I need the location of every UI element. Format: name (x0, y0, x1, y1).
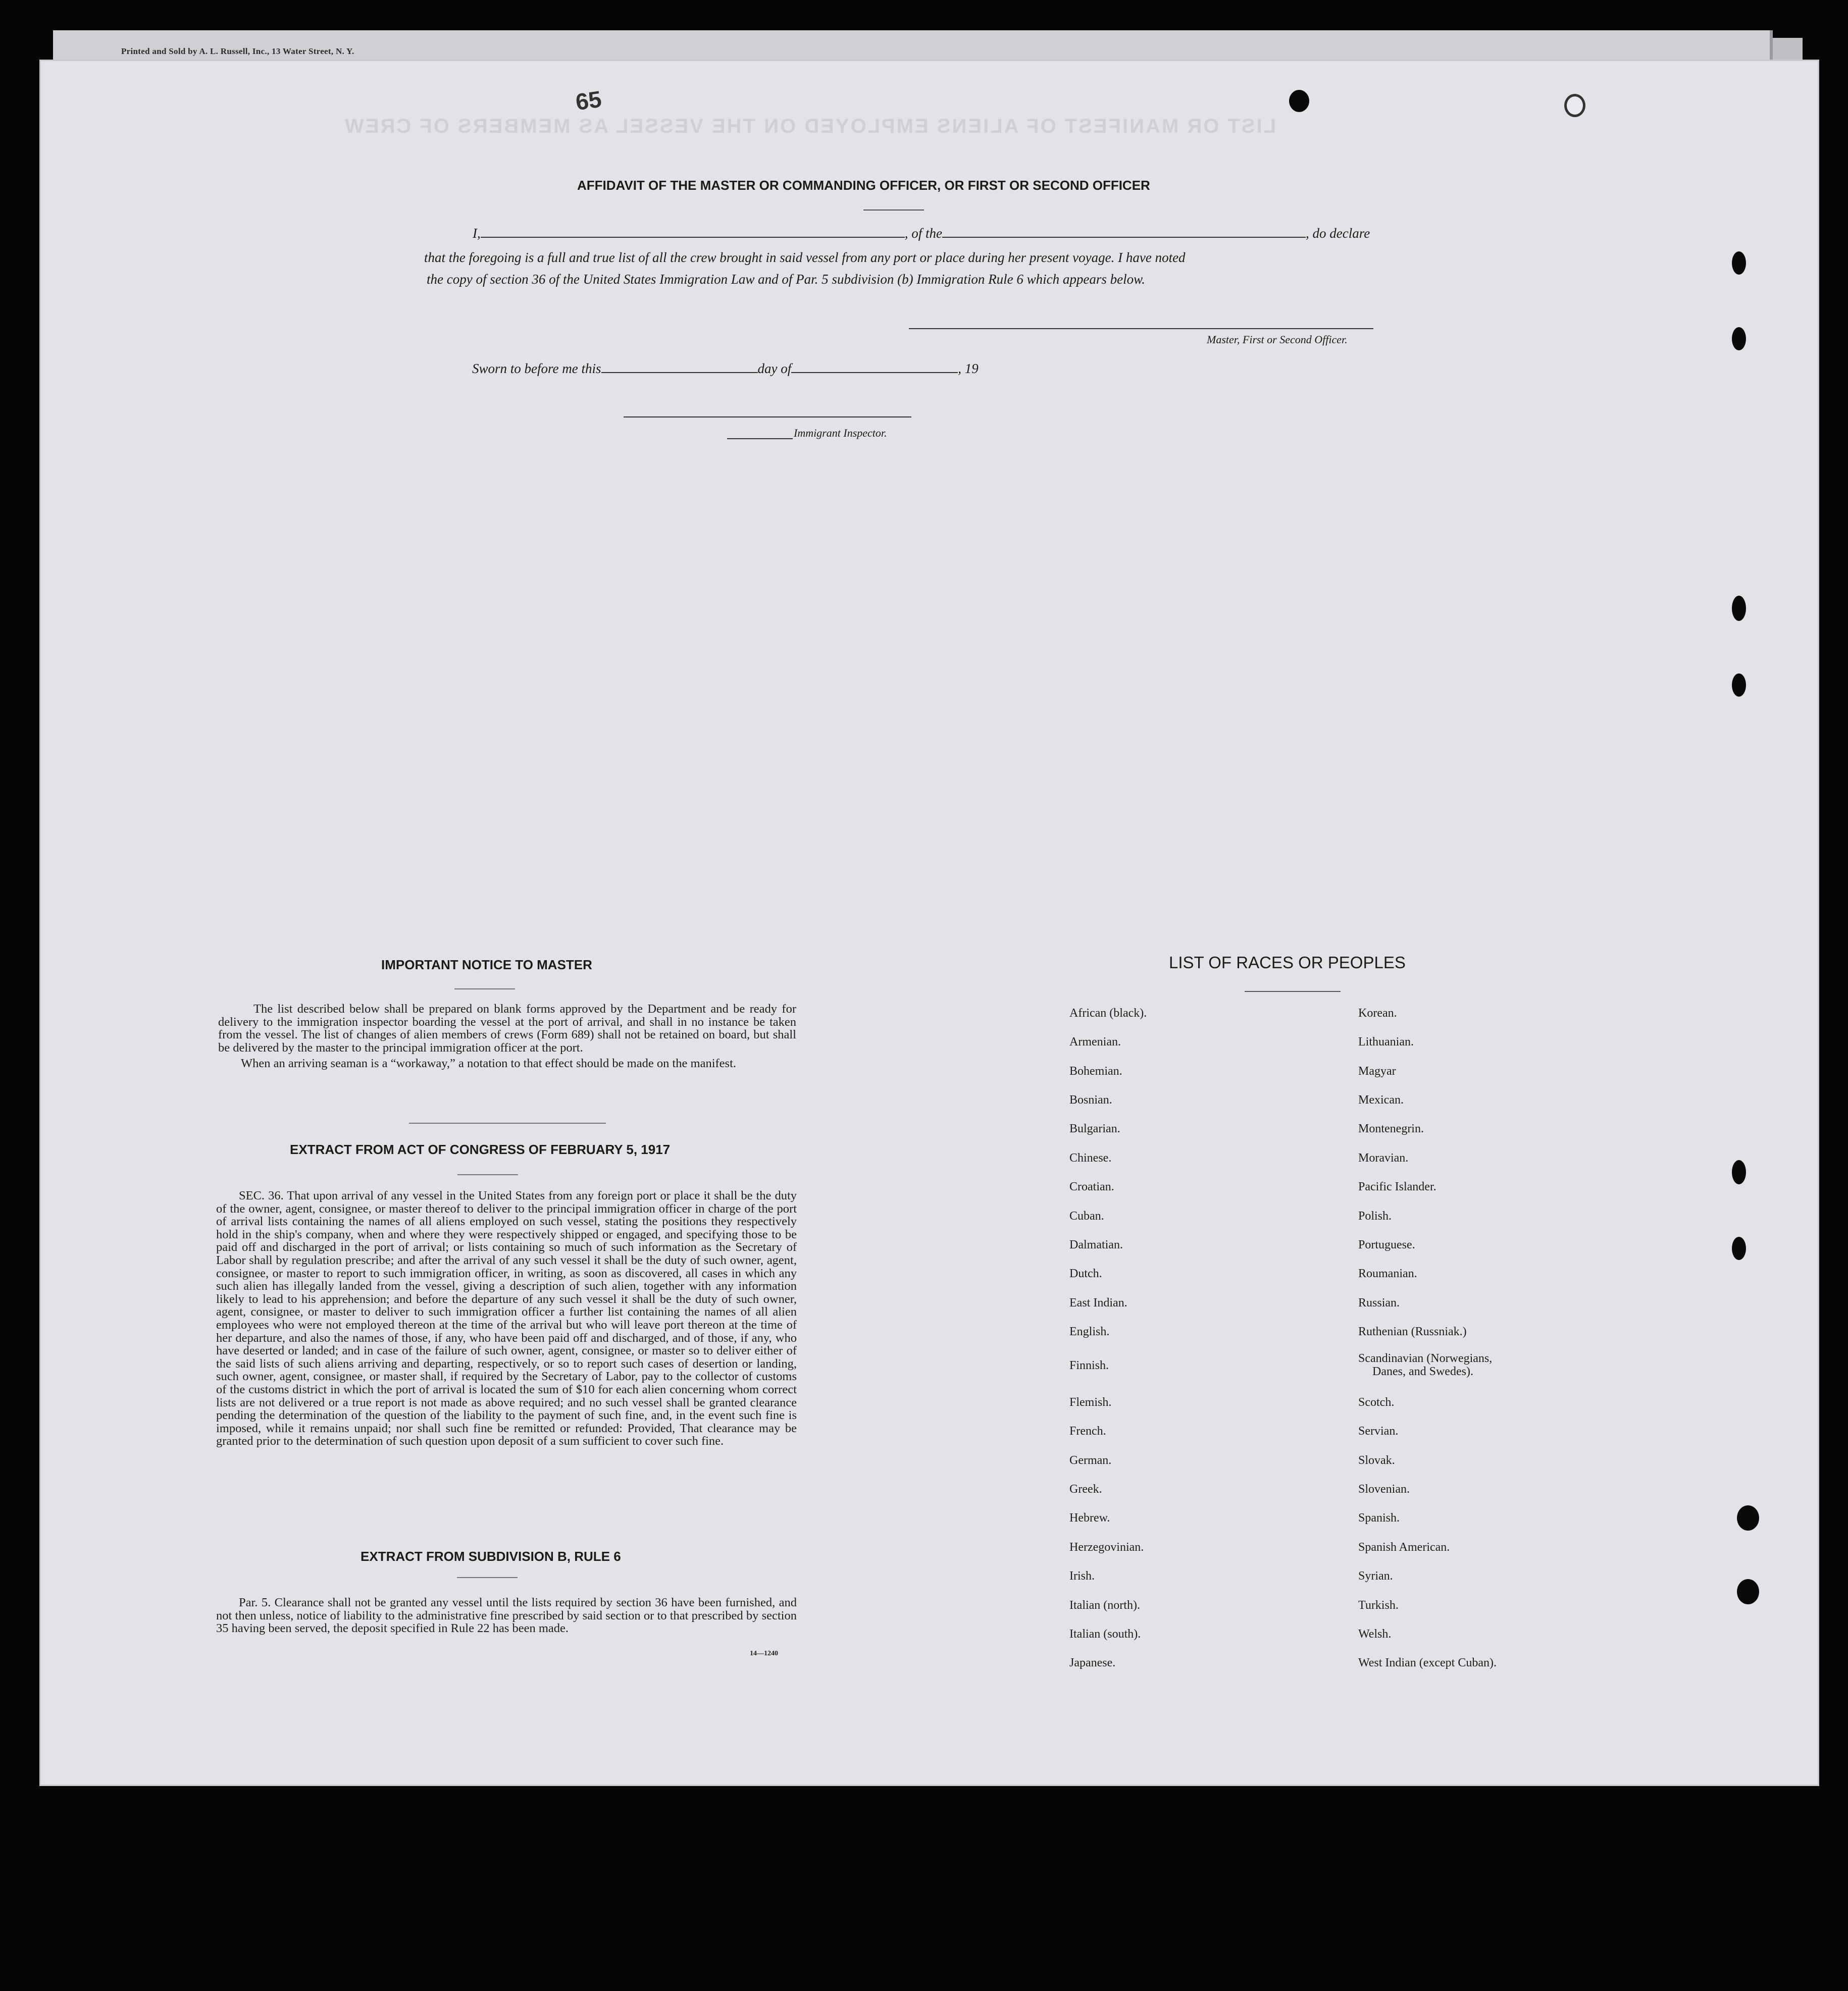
race-item: Greek. (1069, 1483, 1102, 1496)
race-item: Slovenian. (1358, 1483, 1410, 1496)
title-divider (863, 209, 924, 211)
binder-hole (1732, 1160, 1746, 1184)
race-item: Japanese. (1069, 1656, 1116, 1669)
race-item: Italian (north). (1069, 1599, 1140, 1612)
rule-extract-divider (457, 1577, 518, 1578)
act-extract-divider (457, 1174, 518, 1175)
race-item: Irish. (1069, 1569, 1095, 1583)
binder-hole (1732, 673, 1746, 697)
master-signature-line[interactable] (909, 328, 1373, 329)
race-item: Herzegovinian. (1069, 1541, 1144, 1554)
affidavit-title: AFFIDAVIT OF THE MASTER OR COMMANDING OFFICER, OR FIRST OR SECOND OFFICER (577, 178, 1150, 193)
inspector-short-line (727, 438, 793, 439)
inspector-label: Immigrant Inspector. (794, 427, 887, 439)
race-item: Slovak. (1358, 1454, 1395, 1467)
race-item: Flemish. (1069, 1396, 1112, 1409)
race-item: Spanish American. (1358, 1541, 1450, 1554)
declarant-name-field[interactable] (481, 237, 905, 238)
race-item: Scotch. (1358, 1396, 1395, 1409)
notice-divider (454, 988, 515, 989)
race-item: Montenegrin. (1358, 1122, 1424, 1135)
race-item: French. (1069, 1425, 1106, 1438)
race-item: Welsh. (1358, 1628, 1392, 1641)
affidavit-line-1 (473, 226, 1370, 241)
race-item: Finnish. (1069, 1359, 1109, 1372)
race-item: Syrian. (1358, 1569, 1393, 1583)
sworn-line (472, 361, 979, 377)
race-item: Mexican. (1358, 1093, 1404, 1107)
binder-hole (1732, 1237, 1746, 1260)
binder-hole (1737, 1579, 1759, 1604)
race-item: Korean. (1358, 1007, 1397, 1020)
race-item: Scandinavian (Norwegians, (1358, 1352, 1493, 1365)
sworn-prefix: Sworn to before me this (472, 361, 601, 376)
race-item: Armenian. (1069, 1035, 1121, 1049)
race-item: Pacific Islander. (1358, 1180, 1436, 1193)
binder-hole (1737, 1505, 1759, 1531)
affidavit-line-2: that the foregoing is a full and true list of all the crew brought in said vessel from any port or place during her present voyage. I have noted (424, 250, 1186, 265)
punch-hole (1564, 94, 1585, 117)
race-item: Ruthenian (Russniak.) (1358, 1325, 1467, 1338)
binder-hole (1732, 327, 1746, 350)
rule-extract-title: EXTRACT FROM SUBDIVISION B, RULE 6 (361, 1549, 621, 1564)
races-title: LIST OF RACES OR PEOPLES (1169, 953, 1406, 972)
rule-extract-text: Par. 5. Clearance shall not be granted any vessel until the lists required by section 36 have been furnished, and not then unless, notice of liability to the administrative fine prescribed by said section or to that prescribed by section 35 having been served, the deposit specified in Rule 22 has been made. (216, 1596, 797, 1636)
race-item: Turkish. (1358, 1599, 1399, 1612)
race-item: Italian (south). (1069, 1628, 1141, 1641)
race-item: German. (1069, 1454, 1112, 1467)
race-item: Magyar (1358, 1065, 1396, 1078)
master-signature-label: Master, First or Second Officer. (1207, 333, 1348, 346)
notice-paragraph-2: When an arriving seaman is a “workaway,” a notation to that effect should be made on the manifest. (241, 1057, 737, 1071)
act-extract-text: SEC. 36. That upon arrival of any vessel in the United States from any foreign port or place it shall be the duty of the owner, agent, consignee, or master thereof to deliver to the principal immigration officer in charge of the port of arrival lists containing the names of all aliens employed on such vessel, stating the positions they respectively hold in the ship's company, when and where they were respectively shipped or engaged, and specifying those to be paid off and discharged in the port of arrival; or lists containing so much of such information as the Secretary of Labor shall by regulation prescribe; and after the arrival of any such vessel it shall be the duty of such owner, agent, consignee, or master to report to such immigration officer, in writing, as soon as discovered, all cases in which any such alien has illegally landed from the vessel, giving a description of such alien, together with any information likely to lead to his apprehension; and before the departure of any such vessel it shall be the duty of such owner, agent, consignee, or master to deliver to such immigration officer a further list containing the names of all alien employees who were not employed thereon at the time of the arrival but who will leave port thereon at the time of her departure, and also the names of those, if any, who have been paid off and discharged, and of those, if any, who have deserted or landed; and in case of the failure of such owner, agent, consignee, or master so to deliver either of the said lists of such aliens arriving and departing, respectively, or so to report such cases of desertion or landing, such owner, agent, consignee, or master shall, if required by the Secretary of Labor, pay to the collector of customs of the customs district in which the port of arrival is located the sum of $10 for each alien concerning whom correct lists are not delivered or a true report is not made as above required; and no such vessel shall be granted clearance pending the determination of the question of the liability to the payment of such fine, and, in the event such fine is imposed, while it remains unpaid; nor shall such fine be remitted or refunded: Provided, That clearance may be granted prior to the determination of such question upon deposit of a sum sufficient to cover such fine. (216, 1189, 797, 1448)
race-item: Chinese. (1069, 1151, 1112, 1165)
race-item: Moravian. (1358, 1151, 1409, 1165)
race-item: Lithuanian. (1358, 1035, 1414, 1049)
document-page (39, 60, 1819, 1786)
race-item: Dalmatian. (1069, 1238, 1123, 1251)
race-item: Spanish. (1358, 1511, 1400, 1525)
race-item: Bohemian. (1069, 1065, 1122, 1078)
race-item: Roumanian. (1358, 1267, 1417, 1280)
declarant-prefix: I, (473, 226, 481, 241)
notice-title: IMPORTANT NOTICE TO MASTER (381, 957, 592, 972)
race-item: Cuban. (1069, 1210, 1104, 1223)
notice-end-divider (409, 1123, 606, 1124)
vessel-name-field[interactable] (942, 237, 1306, 238)
punch-hole (1289, 90, 1309, 112)
declare-text: , do declare (1306, 226, 1370, 241)
race-item: Dutch. (1069, 1267, 1102, 1280)
binder-hole (1732, 596, 1746, 621)
form-number: 14—1240 (750, 1650, 778, 1657)
act-extract-title: EXTRACT FROM ACT OF CONGRESS OF FEBRUARY 5, 1917 (290, 1142, 671, 1157)
of-the-text: , of the (904, 226, 942, 241)
inspector-signature-line[interactable] (624, 416, 911, 417)
race-item: Bulgarian. (1069, 1122, 1120, 1135)
race-item: West Indian (except Cuban). (1358, 1656, 1497, 1669)
binder-hole (1732, 251, 1746, 275)
notice-body (218, 1003, 796, 1070)
races-divider (1245, 991, 1341, 992)
race-item: East Indian. (1069, 1296, 1127, 1309)
notice-paragraph-1: The list described below shall be prepared on blank forms approved by the Department and be ready for delivery to the immigration inspector boarding the vessel at the port of arrival, and shall in no instance be taken from the vessel. The list of changes of alien members of crews (Form 689) shall not be retained on board, but shall be delivered by the master to the principal immigration officer at the port. (218, 1002, 796, 1055)
race-item: English. (1069, 1325, 1110, 1338)
sworn-day-field[interactable] (601, 372, 758, 373)
affidavit-line-3: the copy of section 36 of the United States Immigration Law and of Par. 5 subdivision (b) Immigration Rule 6 which appears below. (427, 272, 1145, 287)
sworn-year: , 19 (958, 361, 979, 376)
race-item: Russian. (1358, 1296, 1400, 1309)
printer-imprint: Printed and Sold by A. L. Russell, Inc., 13 Water Street, N. Y. (121, 46, 354, 56)
race-item: Polish. (1358, 1210, 1392, 1223)
race-item: Danes, and Swedes). (1372, 1365, 1473, 1378)
sworn-day-of: day of (757, 361, 792, 376)
race-item: Croatian. (1069, 1180, 1114, 1193)
race-item: African (black). (1069, 1007, 1147, 1020)
sworn-month-field[interactable] (791, 372, 958, 373)
race-item: Servian. (1358, 1425, 1399, 1438)
race-item: Portuguese. (1358, 1238, 1415, 1251)
page-mark: 65 (574, 85, 603, 116)
ghost-header: LIST OR MANIFEST OF ALIENS EMPLOYED ON THE VESSEL AS MEMBERS OF CREW (343, 115, 1276, 137)
race-item: Bosnian. (1069, 1093, 1112, 1107)
race-item: Hebrew. (1069, 1511, 1110, 1525)
